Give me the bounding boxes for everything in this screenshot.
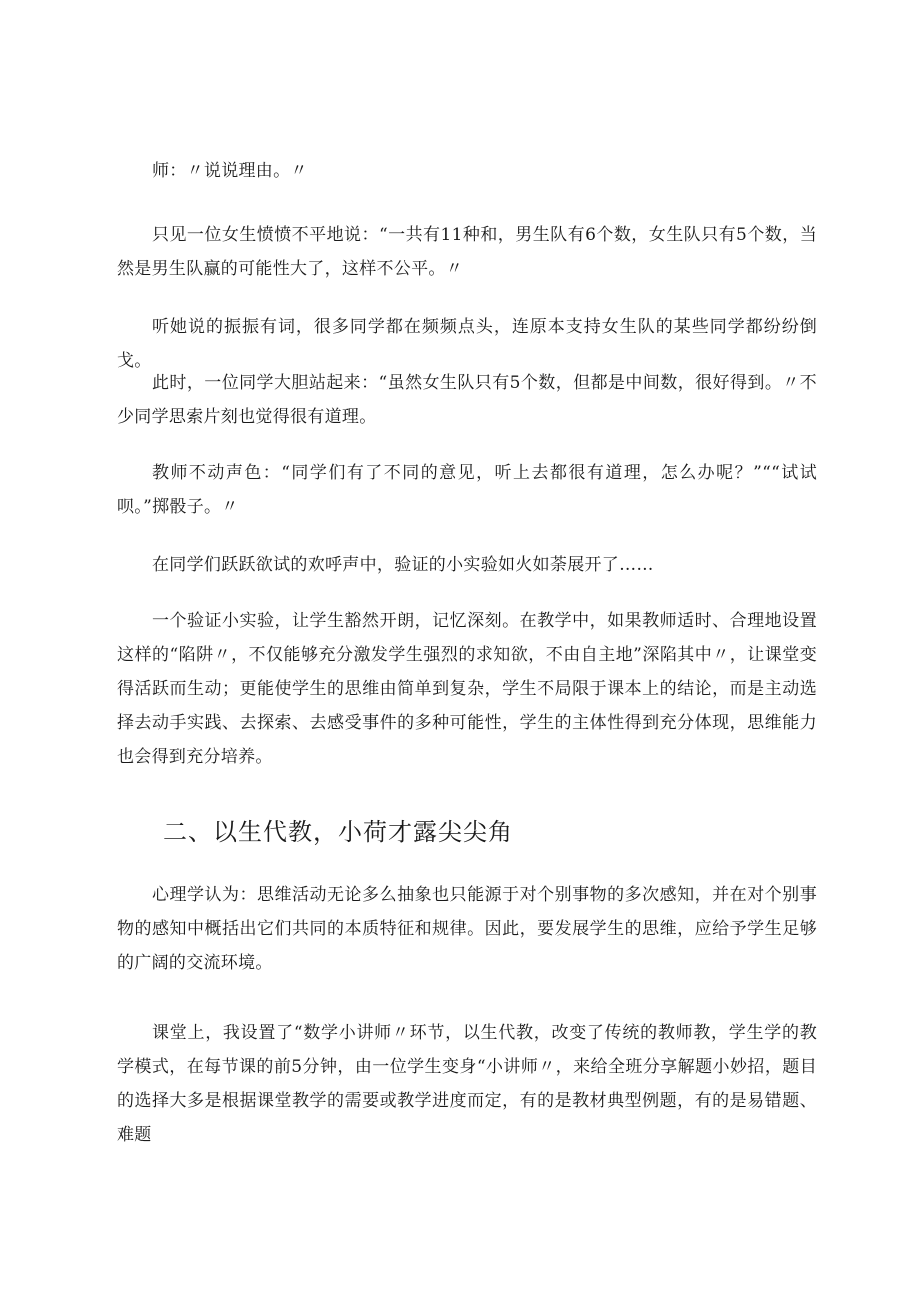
paragraph-reflection: 一个验证小实验，让学生豁然开朗，记忆深刻。在教学中，如果教师适时、合理地设置这样的“陷阱〃，不仅能够充分激发学生强烈的求知欲，不由自主地”深陷其中〃，让课堂变得活跃而生动；更能使学生的思维由简单到复杂，学生不局限于课本上的结论，而是主动选择去动手实践、去探索、去感受事件的多种可能性，学生的主体性得到充分体现，思维能力也会得到充分培养。 — [117, 611, 817, 767]
paragraph-student-stands-up: 此时，一位同学大胆站起来：“虽然女生队只有5个数，但都是中间数，很好得到。〃不少同学思索片刻也觉得很有道理。 — [117, 373, 817, 427]
paragraph-math-lecturer: 课堂上，我设置了“数学小讲师〃环节，以生代教，改变了传统的教师教，学生学的教学模式，在每节课的前5分钟，由一位学生变身“小讲师〃，来给全班分享解题小妙招，题目的选择大多是根据课堂教学的需要或教学进度而定，有的是教材典型例题，有的是易错题、难题 — [117, 1023, 817, 1145]
paragraph-experiment-begins: 在同学们跃跃欲试的欢呼声中，验证的小实验如火如荼展开了…… — [152, 555, 654, 575]
paragraph-psychology: 心理学认为：思维活动无论多么抽象也只能源于对个别事物的多次感知，并在对个别事物的感知中概括出它们共同的本质特征和规律。因此，要发展学生的思维，应给予学生足够的广阔的交流环境。 — [117, 885, 817, 973]
paragraph-girl-complains: 只见一位女生愤愤不平地说：“一共有11种和，男生队有6个数，女生队只有5个数，当然是男生队赢的可能性大了，这样不公平。〃 — [117, 225, 817, 279]
paragraph-teacher-asks-reason: 师：〃说说理由。〃 — [152, 161, 308, 181]
section-heading: 二、以生代教，小荷才露尖尖角 — [163, 818, 513, 846]
paragraph-teacher-calm: 教师不动声色：“同学们有了不同的意见，听上去都很有道理，怎么办呢？”““试试呗。”掷骰子。〃 — [117, 463, 817, 517]
paragraph-classmates-nod: 听她说的振振有词，很多同学都在频频点头，连原本支持女生队的某些同学都纷纷倒戈。 — [117, 317, 817, 371]
